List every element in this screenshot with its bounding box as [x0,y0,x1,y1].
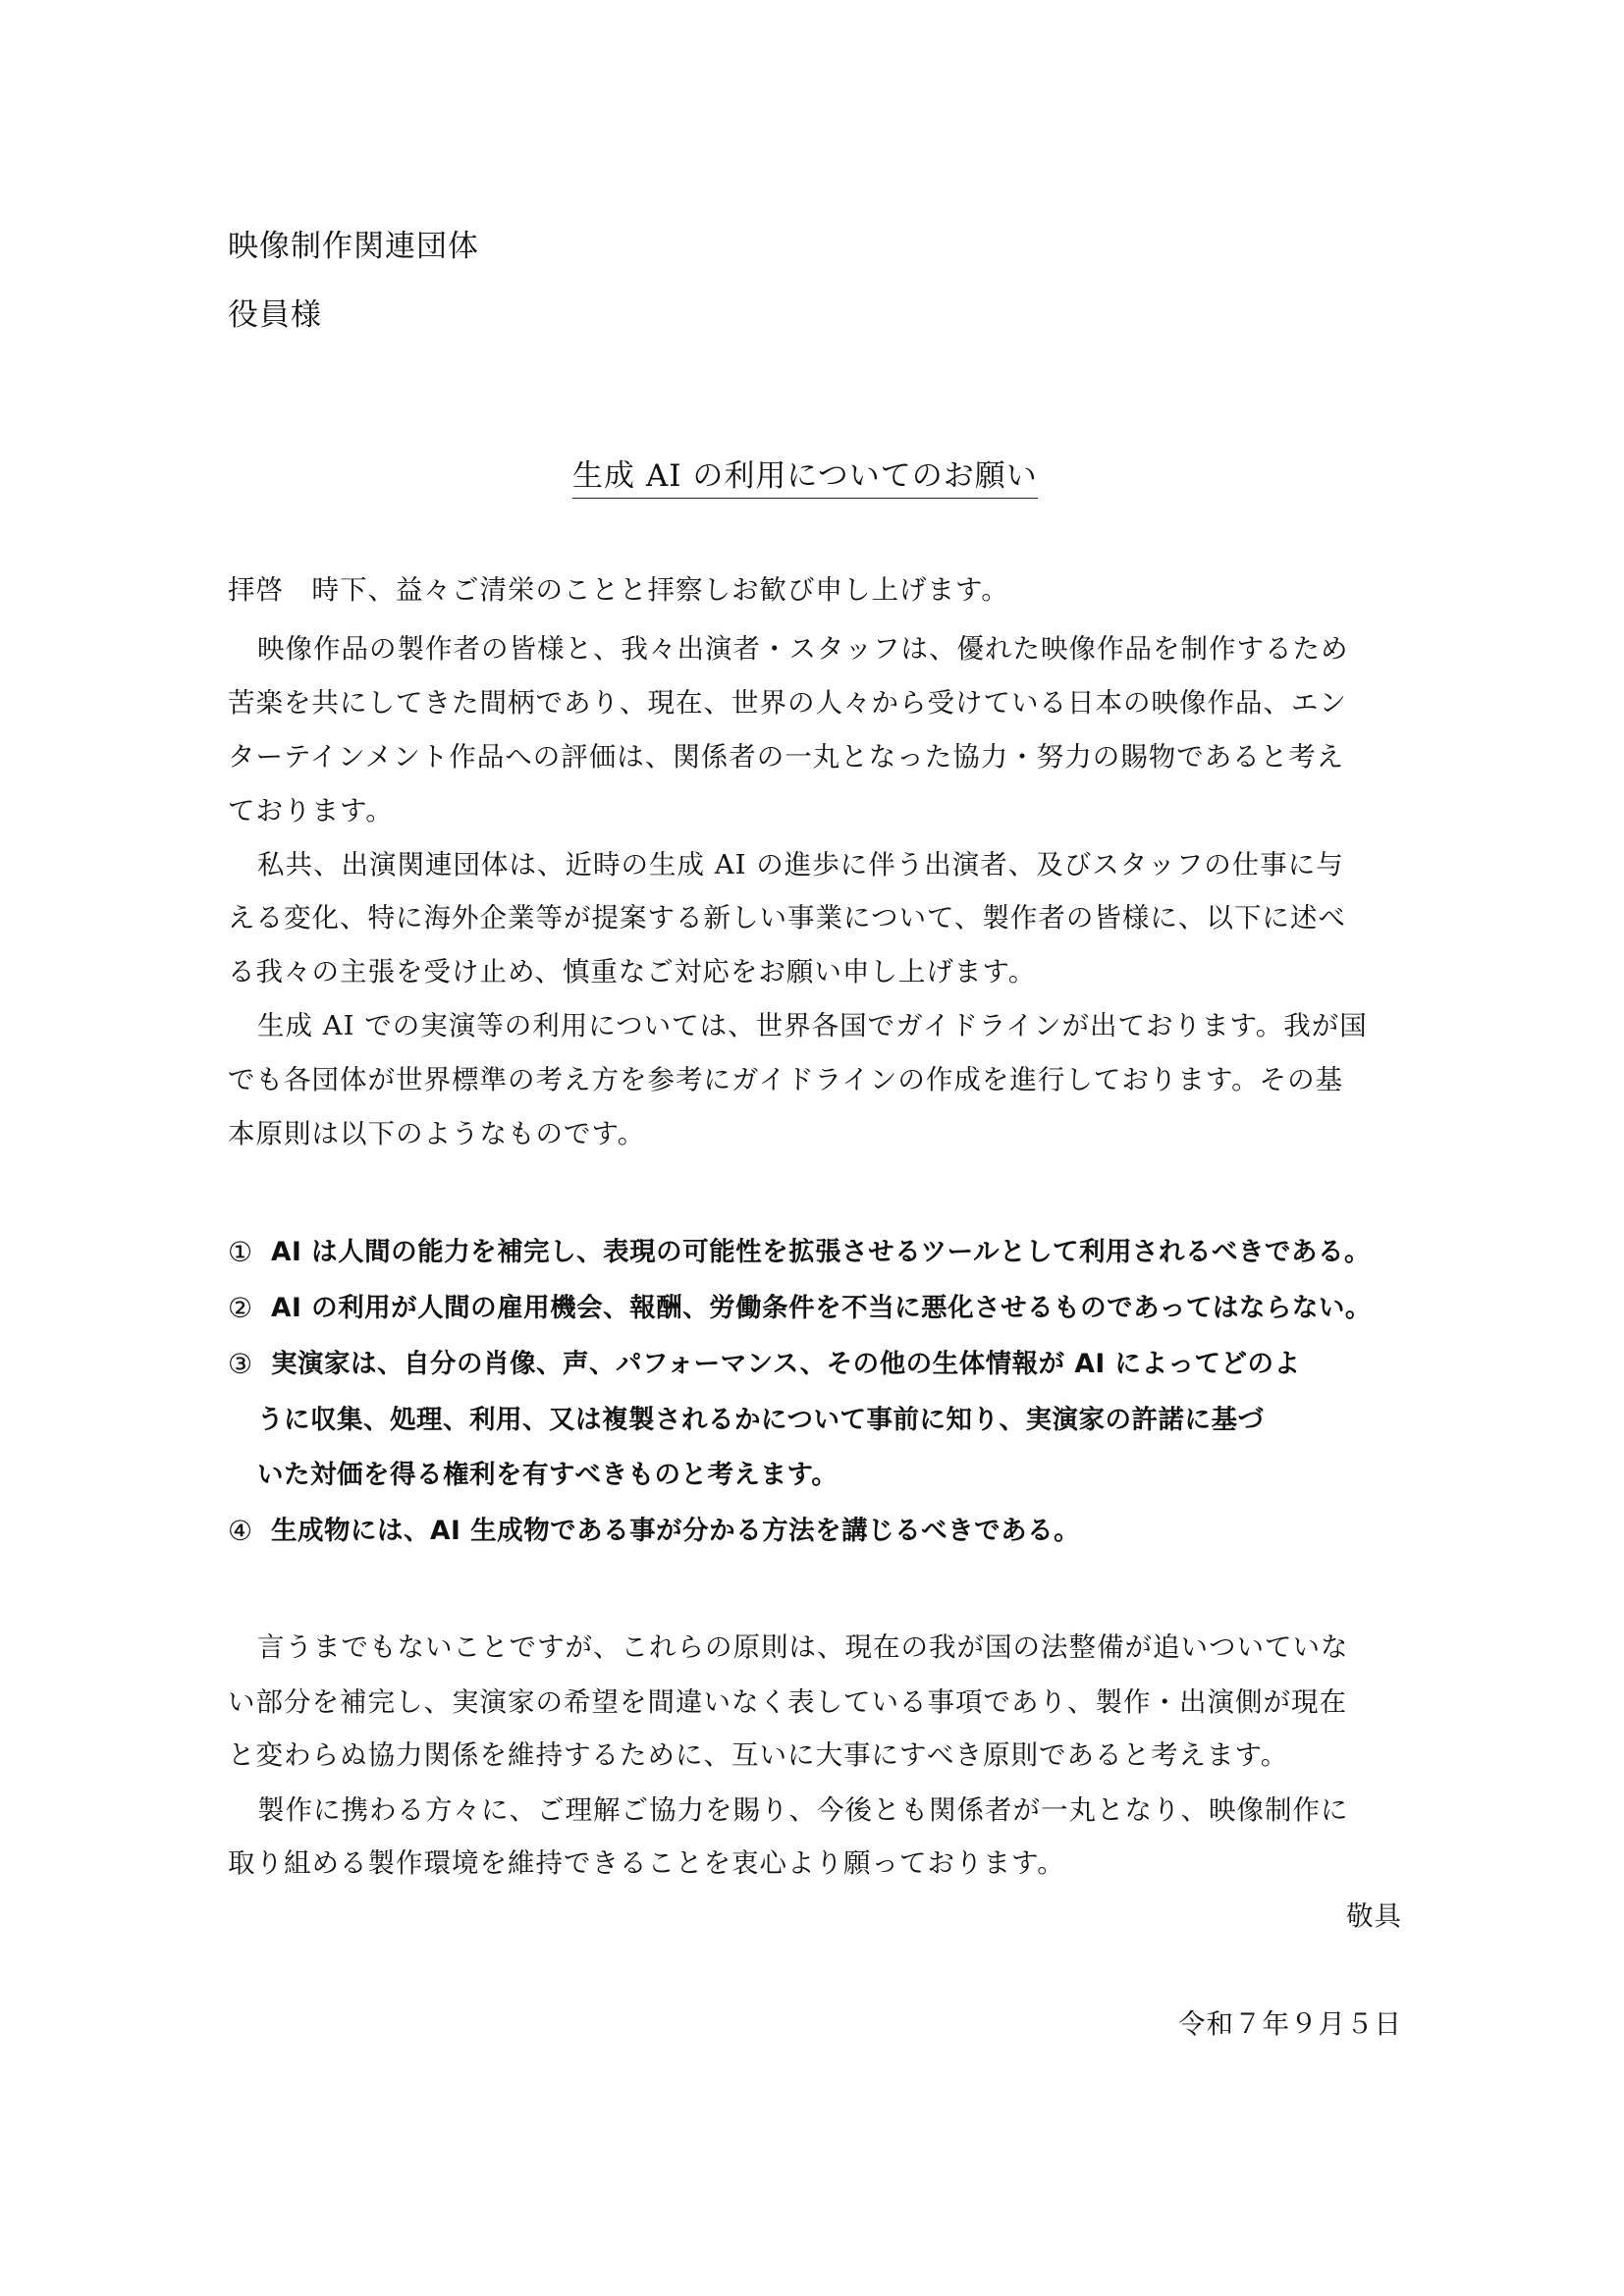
principle-number: ① [228,1236,253,1268]
letter-date: 令和７年９月５日 [1178,2008,1402,2040]
principle-text: いた対価を得る権利を有すべきものと考えます。 [257,1460,839,1490]
principle-number: ③ [228,1348,253,1380]
principle-number: ④ [228,1515,253,1547]
opening-line: 映像作品の製作者の皆様と、我々出演者・スタッフは、優れた映像作品を制作するため [257,633,1349,665]
opening-line: える変化、特に海外企業等が提案する新しい事業について、製作者の皆様に、以下に述べ [228,902,1346,934]
document-title: 生成 AI の利用についてのお願い [572,461,1038,499]
addressee-recipient: 役員様 [228,297,322,333]
opening-line: る我々の主張を受け止め、慎重なご対応をお願い申し上げます。 [228,956,1037,988]
addressee-organization: 映像制作関連団体 [228,229,479,264]
opening-line: でも各団体が世界標準の考え方を参考にガイドラインの作成を進行しております。その基 [228,1064,1344,1095]
principle-text: AI は人間の能力を補完し、表現の可能性を拡張させるツールとして利用されるべきである。 [271,1237,1372,1267]
opening-line: 苦楽を共にしてきた間柄であり、現在、世界の人々から受けている日本の映像作品、エン [228,687,1347,719]
opening-line: 本原則は以下のようなものです。 [228,1118,646,1149]
opening-line: 私共、出演関連団体は、近時の生成 AI の進歩に伴う出演者、及びスタッフの仕事に与 [257,849,1344,881]
principle-text: うに収集、処理、利用、又は複製されるかについて事前に知り、実演家の許諾に基づ [257,1405,1265,1435]
opening-line: ターテインメント作品への評価は、関係者の一丸となった協力・努力の賜物であると考え [228,741,1345,773]
sign-off: 敬具 [1346,1900,1402,1932]
principle-text: AI の利用が人間の雇用機会、報酬、労働条件を不当に悪化させるものであってはならない。 [271,1293,1372,1323]
opening-line: 拝啓 時下、益々ご清栄のことと拝察しお歓び申し上げます。 [228,574,1009,606]
opening-line: ております。 [228,795,394,827]
principle-number: ② [228,1292,253,1324]
closing-line: 取り組める製作環境を維持できることを衷心より願っております。 [228,1847,1065,1879]
closing-line: い部分を補完し、実演家の希望を間違いなく表している事項であり、製作・出演側が現在 [228,1686,1347,1718]
opening-line: 生成 AI での実演等の利用については、世界各国でガイドラインが出ております。我が国 [257,1010,1368,1041]
closing-line: 言うまでもないことですが、これらの原則は、現在の我が国の法整備が追いついていな [257,1631,1349,1663]
closing-line: 製作に携わる方々に、ご理解ご協力を賜り、今後とも関係者が一丸となり、映像制作に [257,1794,1349,1826]
closing-line: と変わらぬ協力関係を維持するために、互いに大事にすべき原則であると考えます。 [228,1739,1289,1771]
principle-text: 生成物には、AI 生成物である事が分かる方法を講じるべきである。 [271,1516,1081,1546]
principle-text: 実演家は、自分の肖像、声、パフォーマンス、その他の生体情報が AI によってどのよ [271,1349,1301,1379]
